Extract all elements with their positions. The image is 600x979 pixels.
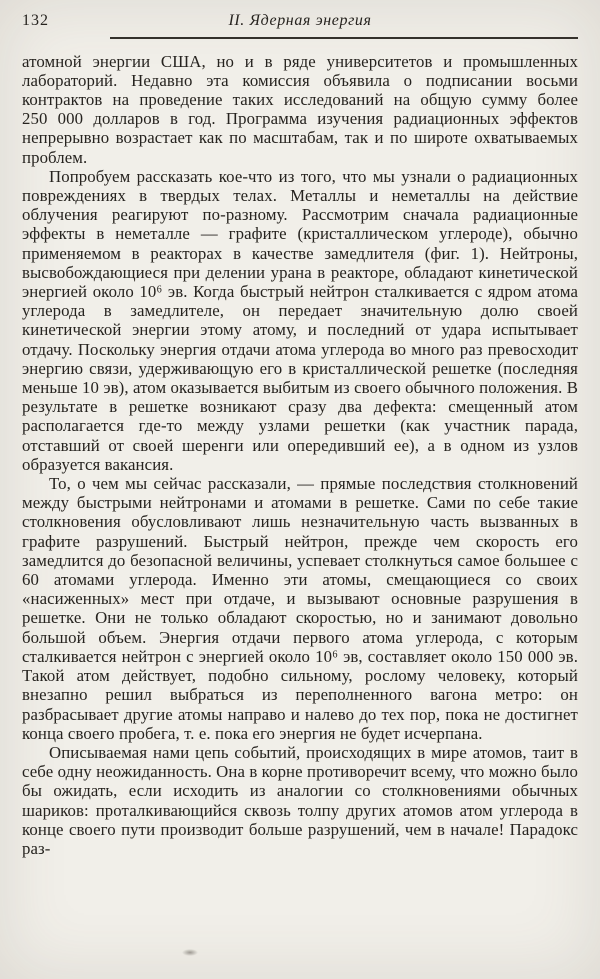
page-header — [22, 12, 578, 33]
header-rule — [110, 37, 578, 39]
text-body — [22, 52, 578, 859]
paragraph: Попробуем рассказать кое-что из того, что мы узнали о радиационных повреждениях в твердых телах. Металлы и неметаллы на действие облучения реагируют по-разному. Рассмотрим сначала радиационные эффекты в неметалле — графите (кристаллическом углероде), обычно применяемом в реакторах в качестве замедлителя (фиг. 1). Нейтроны, высвобождающиеся при делении урана в реакторе, обладают кинетической энергией около 10⁶ эв. Когда быстрый нейтрон сталкивается с ядром атома углерода в замедлителе, он передает значительную долю своей кинетической энергии этому атому, и последний от удара испытывает отдачу. Поскольку энергия отдачи атома углерода во много раз превосходит энергию связи, удерживающую его в кристаллической решетке (последняя меньше 10 эв), атом оказывается выбитым из своего обычного положения. В результате в решетке возникают сразу два дефекта: смещенный атом располагается где-то между узлами решетки (как участник парада, отставший от своей шеренги или опередивший ее), а в одном из узлов образуется вакансия. — [22, 166, 578, 474]
paragraph: То, о чем мы сейчас рассказали, — прямые последствия столкновений между быстрыми нейтронами и атомами в решетке. Сами по себе такие столкновения обусловливают лишь незначительную часть вызванных в графите разрушений. Быстрый нейтрон, прежде чем скорость его замедлится до безопасной величины, успевает столкнуться самое большее с 60 атомами углерода. Именно эти атомы, смещающиеся со своих «насиженных» мест при отдаче, и вызывают основные разрушения в решетке. Они не только обладают скоростью, но и занимают довольно большой объем. Энергия отдачи первого атома углерода, с которым сталкивается нейтрон с энергией около 10⁶ эв, составляет около 150 000 эв. Такой атом действует, подобно сильному, рослому человеку, который внезапно решил выбраться из переполненного вагона метро: он разбрасывает другие атомы направо и налево до тех пор, пока не достигнет конца своего пробега, т. е. пока его энергия не будет исчерпана. — [22, 474, 578, 743]
paragraph: Описываемая нами цепь событий, происходящих в мире атомов, таит в себе одну неожиданность. Она в корне противоречит всему, что можно было бы ожидать, если исходить из аналогии со столкновениями обычных шариков: проталкивающийся сквозь толпу других атомов атом углерода в конце своего пути производит больше разрушений, чем в начале! Парадокс раз- — [22, 742, 578, 858]
running-title: II. Ядерная энергия — [228, 12, 372, 29]
page-number: 132 — [22, 12, 49, 29]
paragraph-continuation: атомной энергии США, но и в ряде университетов и промышленных лабораторий. Недавно эта комиссия объявила о подписании восьми контрактов на проведение таких исследований на общую сумму более 250 000 долларов в год. Программа изучения радиационных эффектов непрерывно возрастает как по масштабам, так и по широте охватываемых проблем. — [22, 51, 578, 167]
scan-artifact — [182, 949, 198, 956]
